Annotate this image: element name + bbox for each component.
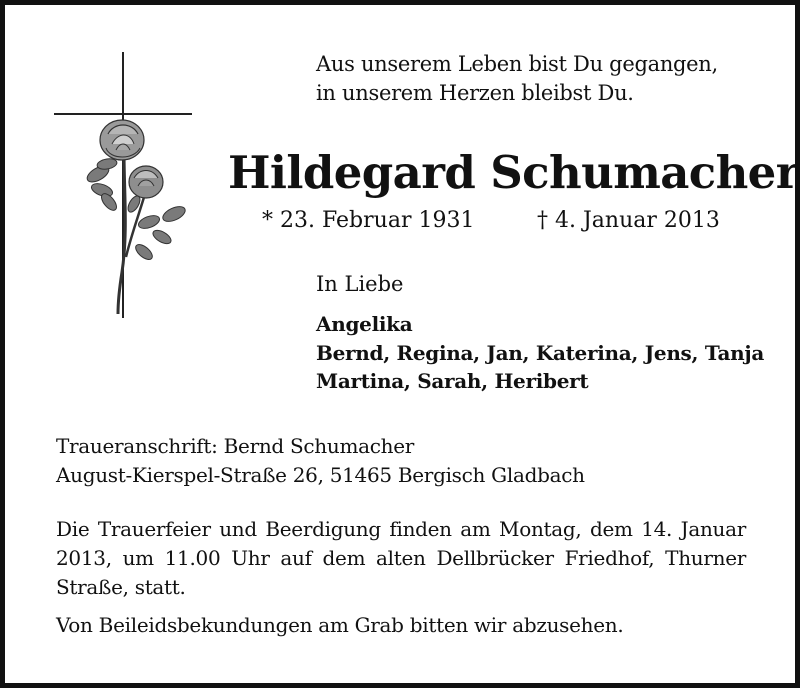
motto-line-1: Aus unserem Leben bist Du gegangen, [316, 52, 718, 76]
motto-line-2: in unserem Herzen bleibst Du. [316, 81, 634, 105]
mourners-line: Bernd, Regina, Jan, Katerina, Jens, Tanja [316, 340, 765, 365]
birth-date: * 23. Februar 1931 [262, 208, 475, 233]
ceremony-line-2: 2013, um 11.00 Uhr auf dem alten Dellbrücker Friedhof, Thurner [56, 546, 746, 570]
ceremony-line-1: Die Trauerfeier und Beerdigung finden am Montag, dem 14. Januar [56, 517, 746, 541]
mourners-intro: In Liebe [316, 272, 404, 296]
motto-verse [316, 50, 718, 108]
address-line-2: August-Kierspel-Straße 26, 51465 Bergisch Gladbach [56, 463, 585, 487]
mourners-line: Angelika [316, 312, 413, 336]
address-line-1: Traueranschrift: Bernd Schumacher [56, 434, 415, 458]
condolence-notice: Von Beileidsbekundungen am Grab bitten wir abzusehen. [56, 613, 624, 637]
ceremony-details [56, 515, 746, 602]
ceremony-line-3: Straße, statt. [56, 575, 186, 599]
mourners-list [316, 310, 764, 396]
death-date: † 4. Januar 2013 [537, 208, 720, 233]
deceased-name: Hildegard Schumacher [228, 146, 799, 199]
mourning-address [56, 432, 585, 490]
cross-with-roses-icon [52, 52, 194, 322]
mourners-line: Martina, Sarah, Heribert [316, 369, 589, 393]
